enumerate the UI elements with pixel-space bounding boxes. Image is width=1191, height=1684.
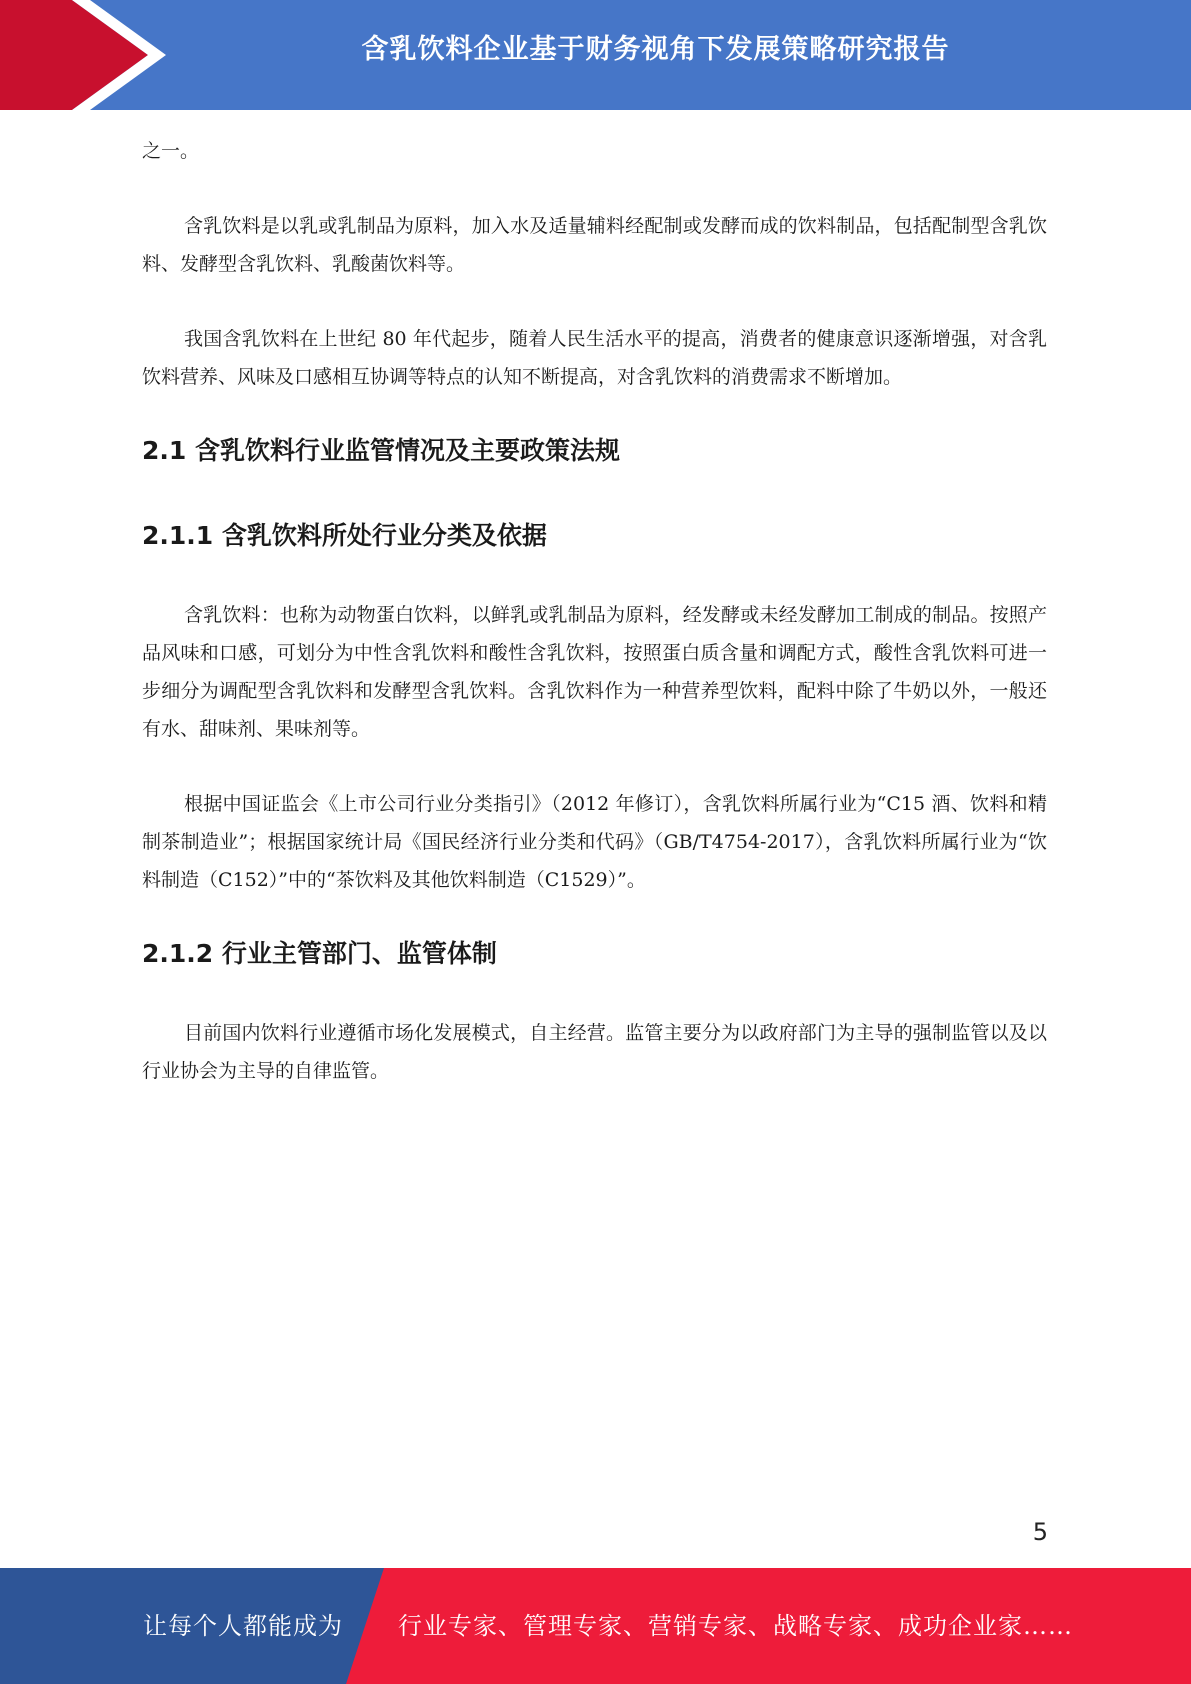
page-number: 5 xyxy=(1032,1518,1048,1546)
page-header xyxy=(0,0,1191,110)
report-title: 含乳饮料企业基于财务视角下发展策略研究报告 xyxy=(361,34,950,65)
paragraph-industry-classification: 根据中国证监会《上市公司行业分类指引》（2012 年修订），含乳饮料所属行业为“C15 酒、饮料和精制茶制造业”；根据国家统计局《国民经济行业分类和代码》（GB/T4754-2017），含乳饮料所属行业为“饮料制造（C152）”中的“茶饮料及其他饮料制造（C1529）”。 xyxy=(142,793,1047,891)
footer-slogan-left: 让每个人都能成为 xyxy=(143,1612,343,1640)
page-content xyxy=(142,132,1047,1127)
section-heading-2-1: 2.1 含乳饮料行业监管情况及主要政策法规 xyxy=(142,436,620,465)
paragraph-product-definition: 含乳饮料：也称为动物蛋白饮料，以鲜乳或乳制品为原料，经发酵或未经发酵加工制成的制品。按照产品风味和口感，可划分为中性含乳饮料和酸性含乳饮料，按照蛋白质含量和调配方式，酸性含乳饮料可进一步细分为调配型含乳饮料和发酵型含乳饮料。含乳饮料作为一种营养型饮料，配料中除了牛奶以外，一般还有水、甜味剂、果味剂等。 xyxy=(142,604,1047,740)
page-footer xyxy=(0,1568,1191,1684)
paragraph-regulation: 目前国内饮料行业遵循市场化发展模式，自主经营。监管主要分为以政府部门为主导的强制监管以及以行业协会为主导的自律监管。 xyxy=(142,1022,1047,1082)
paragraph-definition: 含乳饮料是以乳或乳制品为原料，加入水及适量辅料经配制或发酵而成的饮料制品，包括配制型含乳饮料、发酵型含乳饮料、乳酸菌饮料等。 xyxy=(142,215,1047,275)
footer-slogan-right: 行业专家、管理专家、营销专家、战略专家、成功企业家…… xyxy=(398,1612,1073,1640)
paragraph-history: 我国含乳饮料在上世纪 80 年代起步，随着人民生活水平的提高，消费者的健康意识逐渐增强，对含乳饮料营养、风味及口感相互协调等特点的认知不断提高，对含乳饮料的消费需求不断增加。 xyxy=(142,328,1047,388)
section-heading-2-1-1: 2.1.1 含乳饮料所处行业分类及依据 xyxy=(142,521,547,550)
section-heading-2-1-2: 2.1.2 行业主管部门、监管体制 xyxy=(142,939,497,968)
paragraph-continuation: 之一。 xyxy=(142,140,200,162)
